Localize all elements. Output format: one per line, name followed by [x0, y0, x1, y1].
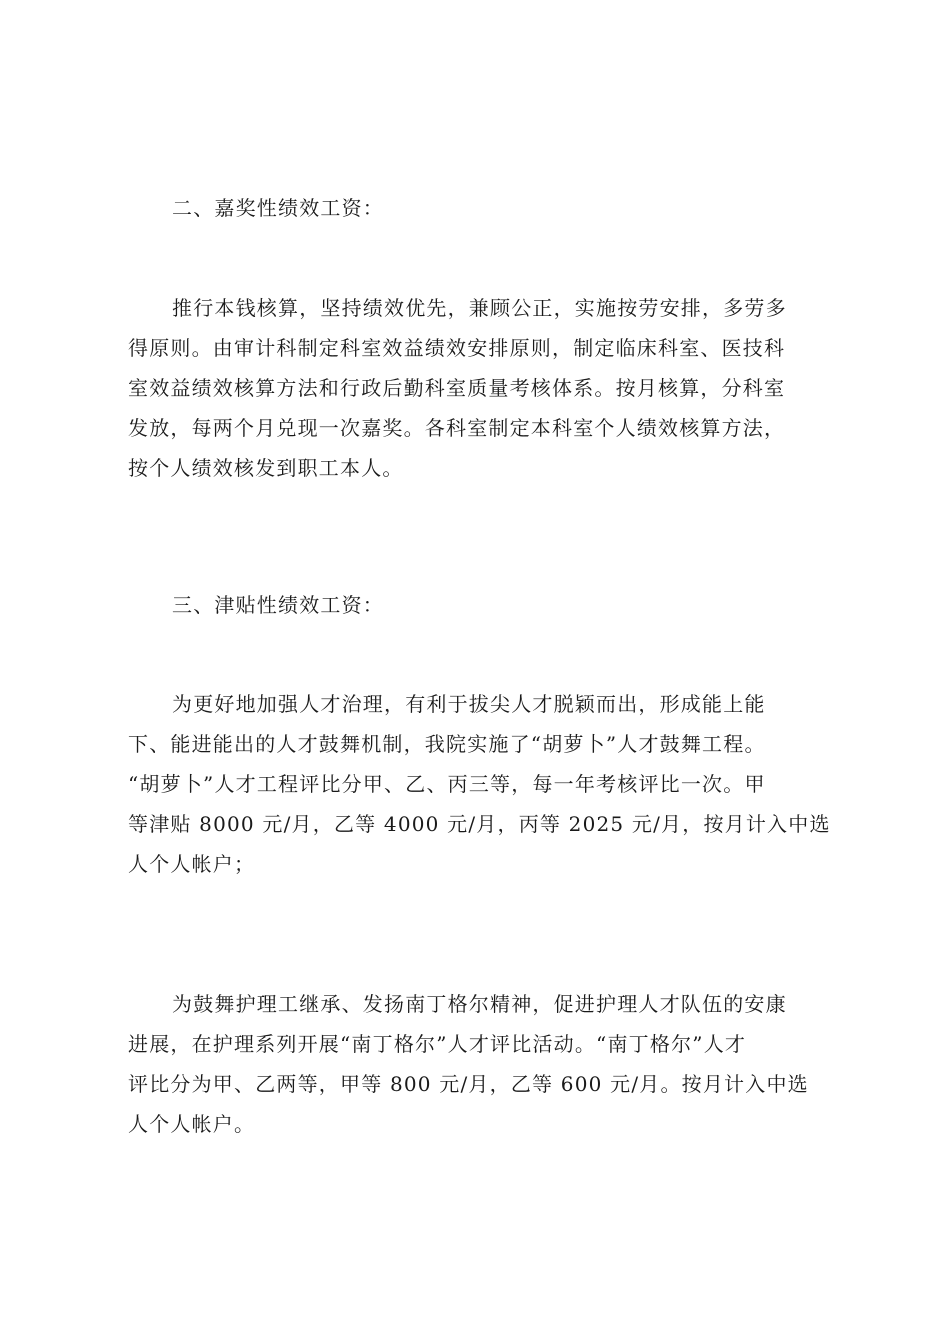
- section-2-heading: 二、嘉奖性绩效工资：: [172, 196, 384, 220]
- section-3-paragraph-1: [128, 684, 830, 884]
- paragraph-line: 评比分为甲、乙两等，甲等 800 元/月，乙等 600 元/月。按月计入中选: [128, 1072, 809, 1096]
- paragraph-line: 得原则。由审计科制定科室效益绩效安排原则，制定临床科室、医技科: [128, 336, 786, 360]
- paragraph-line: 人个人帐户。: [128, 1112, 256, 1136]
- section-3-paragraph-2: [128, 984, 830, 1144]
- section-2-paragraph: [128, 288, 830, 488]
- paragraph-line: 按个人绩效核发到职工本人。: [128, 456, 404, 480]
- paragraph-line: 为鼓舞护理工继承、发扬南丁格尔精神，促进护理人才队伍的安康: [172, 992, 787, 1016]
- paragraph-line: “胡萝卜”人才工程评比分甲、乙、丙三等，每一年考核评比一次。甲: [128, 772, 766, 796]
- paragraph-line: 下、能进能出的人才鼓舞机制，我院实施了“胡萝卜”人才鼓舞工程。: [128, 732, 766, 756]
- paragraph-line: 为更好地加强人才治理，有利于拔尖人才脱颖而出，形成能上能: [172, 692, 766, 716]
- paragraph-line: 人个人帐户；: [128, 852, 256, 876]
- section-3-heading: 三、津贴性绩效工资：: [172, 593, 384, 617]
- paragraph-line: 室效益绩效核算方法和行政后勤科室质量考核体系。按月核算，分科室: [128, 376, 786, 400]
- paragraph-line: 发放，每两个月兑现一次嘉奖。各科室制定本科室个人绩效核算方法，: [128, 416, 786, 440]
- paragraph-line: 推行本钱核算，坚持绩效优先，兼顾公正，实施按劳安排，多劳多: [172, 296, 787, 320]
- paragraph-line: 进展，在护理系列开展“南丁格尔”人才评比活动。“南丁格尔”人才: [128, 1032, 747, 1056]
- paragraph-line: 等津贴 8000 元/月，乙等 4000 元/月，丙等 2025 元/月，按月计入中选: [128, 812, 831, 836]
